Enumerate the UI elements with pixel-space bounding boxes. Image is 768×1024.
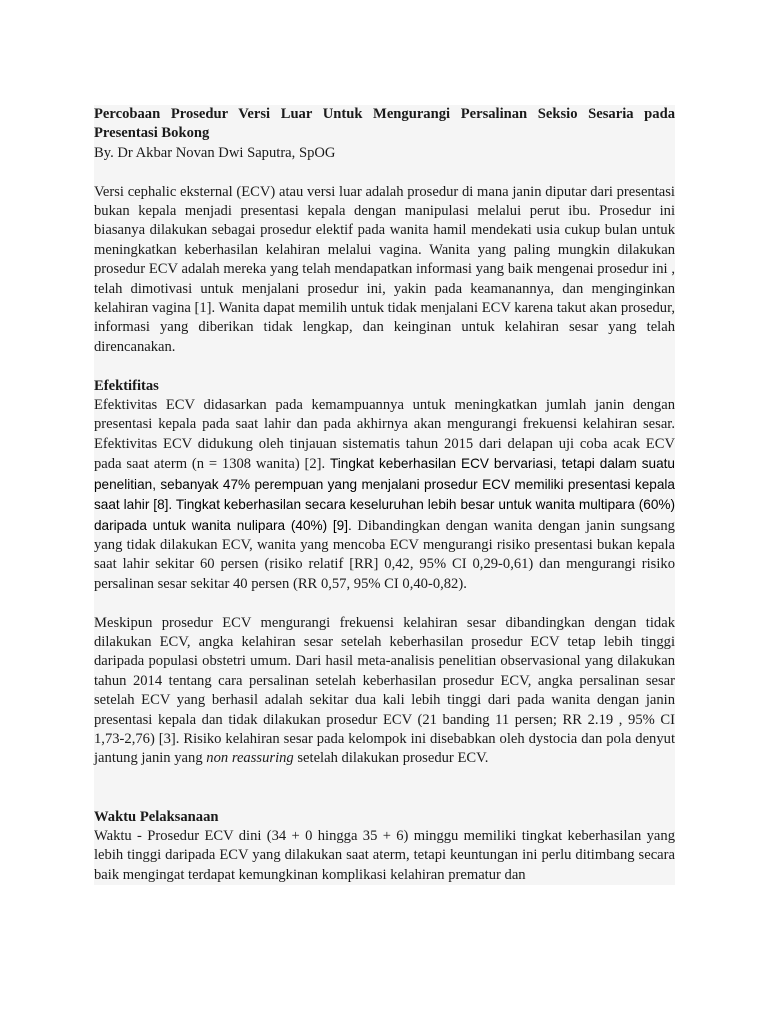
section-heading-efektifitas: Efektifitas [94, 377, 159, 394]
efektifitas-paragraph-2 [94, 614, 675, 769]
document-title: Percobaan Prosedur Versi Luar Untuk Mengurangi Persalinan Seksio Sesaria pada Presentasi Bokong [94, 106, 675, 142]
paragraph-text: Meskipun prosedur ECV mengurangi frekuensi kelahiran sesar dibandingkan dengan tidak dilakukan ECV, angka kelahiran sesar setelah keberhasilan prosedur ECV tetap lebih tinggi daripada populasi obstetri umum. Dari hasil meta-analisis penelitian observasional yang dilakukan tahun 2014 tentang cara persalinan setelah keberhasilan prosedur ECV, angka persalinan sesar setelah ECV yang berhasil adalah sekitar dua kali lebih tinggi dari pada wanita dengan janin presentasi kepala dan tidak dilakukan prosedur ECV (21 banding 11 persen; RR 2.19 , 95% CI 1,73-2,76) [3]. Risiko kelahiran sesar pada kelompok ini disebabkan oleh dystocia dan pola denyut jantung janin yang [94, 614, 675, 767]
document-body [94, 105, 675, 885]
document-author: By. Dr Akbar Novan Dwi Saputra, SpOG [94, 144, 336, 161]
spacer [94, 163, 675, 182]
intro-paragraph: Versi cephalic eksternal (ECV) atau versi luar adalah prosedur di mana janin diputar dari presentasi bukan kepala menjadi presentasi kepala dengan manipulasi melalui perut ibu. Prosedur ini biasanya dilakukan sebagai prosedur elektif pada wanita hamil mendekati usia cukup bulan untuk meningkatkan keberhasilan kelahiran melalui vagina. Wanita yang paling mungkin dilakukan prosedur ECV adalah mereka yang telah mendapatkan informasi yang baik mengenai prosedur ini , telah dimotivasi untuk menjalani prosedur ini, yakin pada keamanannya, dan menginginkan kelahiran vagina [1]. Wanita dapat memilih untuk tidak menjalani ECV karena takut akan prosedur, informasi yang diberikan tidak lengkap, dan keinginan untuk kelahiran sesar yang telah direncanakan. [94, 183, 675, 355]
efektifitas-paragraph-1 [94, 396, 675, 594]
highlighted-text: Tingkat keberhasilan ECV bervariasi, tetapi dalam suatu penelitian, sebanyak 47% perempuan yang menjalani prosedur ECV memiliki presentasi kepala saat lahir [8]. Tingkat keberhasilan secara keseluruhan lebih besar untuk wanita multipara (60%) daripada untuk wanita nulipara (40%) [9]. [94, 456, 675, 533]
waktu-paragraph-1: Waktu - Prosedur ECV dini (34 + 0 hingga 35 + 6) minggu memiliki tingkat keberhasilan yang lebih tinggi daripada ECV yang dilakukan saat aterm, tetapi keuntungan ini perlu ditimbang secara baik mengingat terdapat kemungkinan komplikasi kelahiran prematur dan [94, 827, 675, 883]
paragraph-text: Dibandingkan dengan wanita dengan janin sungsang yang tidak dilakukan ECV, wanita yang mencoba ECV mengurangi risiko presentasi bukan kepala saat lahir sekitar 60 persen (risiko relatif [RR] 0,42, 95% CI 0,29-0,61) dan mengurangi risiko persalinan sesar sekitar 40 persen (RR 0,57, 95% CI 0,40-0,82). [94, 517, 675, 592]
paragraph-text: Efektivitas ECV didasarkan pada kemampuannya untuk meningkatkan jumlah janin dengan presentasi kepala pada saat lahir dan pada akhirnya akan mengurangi frekuensi kelahiran sesar. Efektivitas ECV didukung oleh tinjauan sistematis tahun 2015 dari delapan uji coba acak ECV pada saat aterm (n = 1308 wanita) [2]. [94, 397, 675, 473]
paragraph-text: setelah dilakukan prosedur ECV. [293, 750, 489, 767]
spacer [94, 357, 675, 376]
spacer [94, 594, 675, 613]
section-heading-waktu: Waktu Pelaksanaan [94, 808, 219, 825]
italic-text: non reassuring [206, 750, 294, 767]
spacer [94, 769, 675, 808]
